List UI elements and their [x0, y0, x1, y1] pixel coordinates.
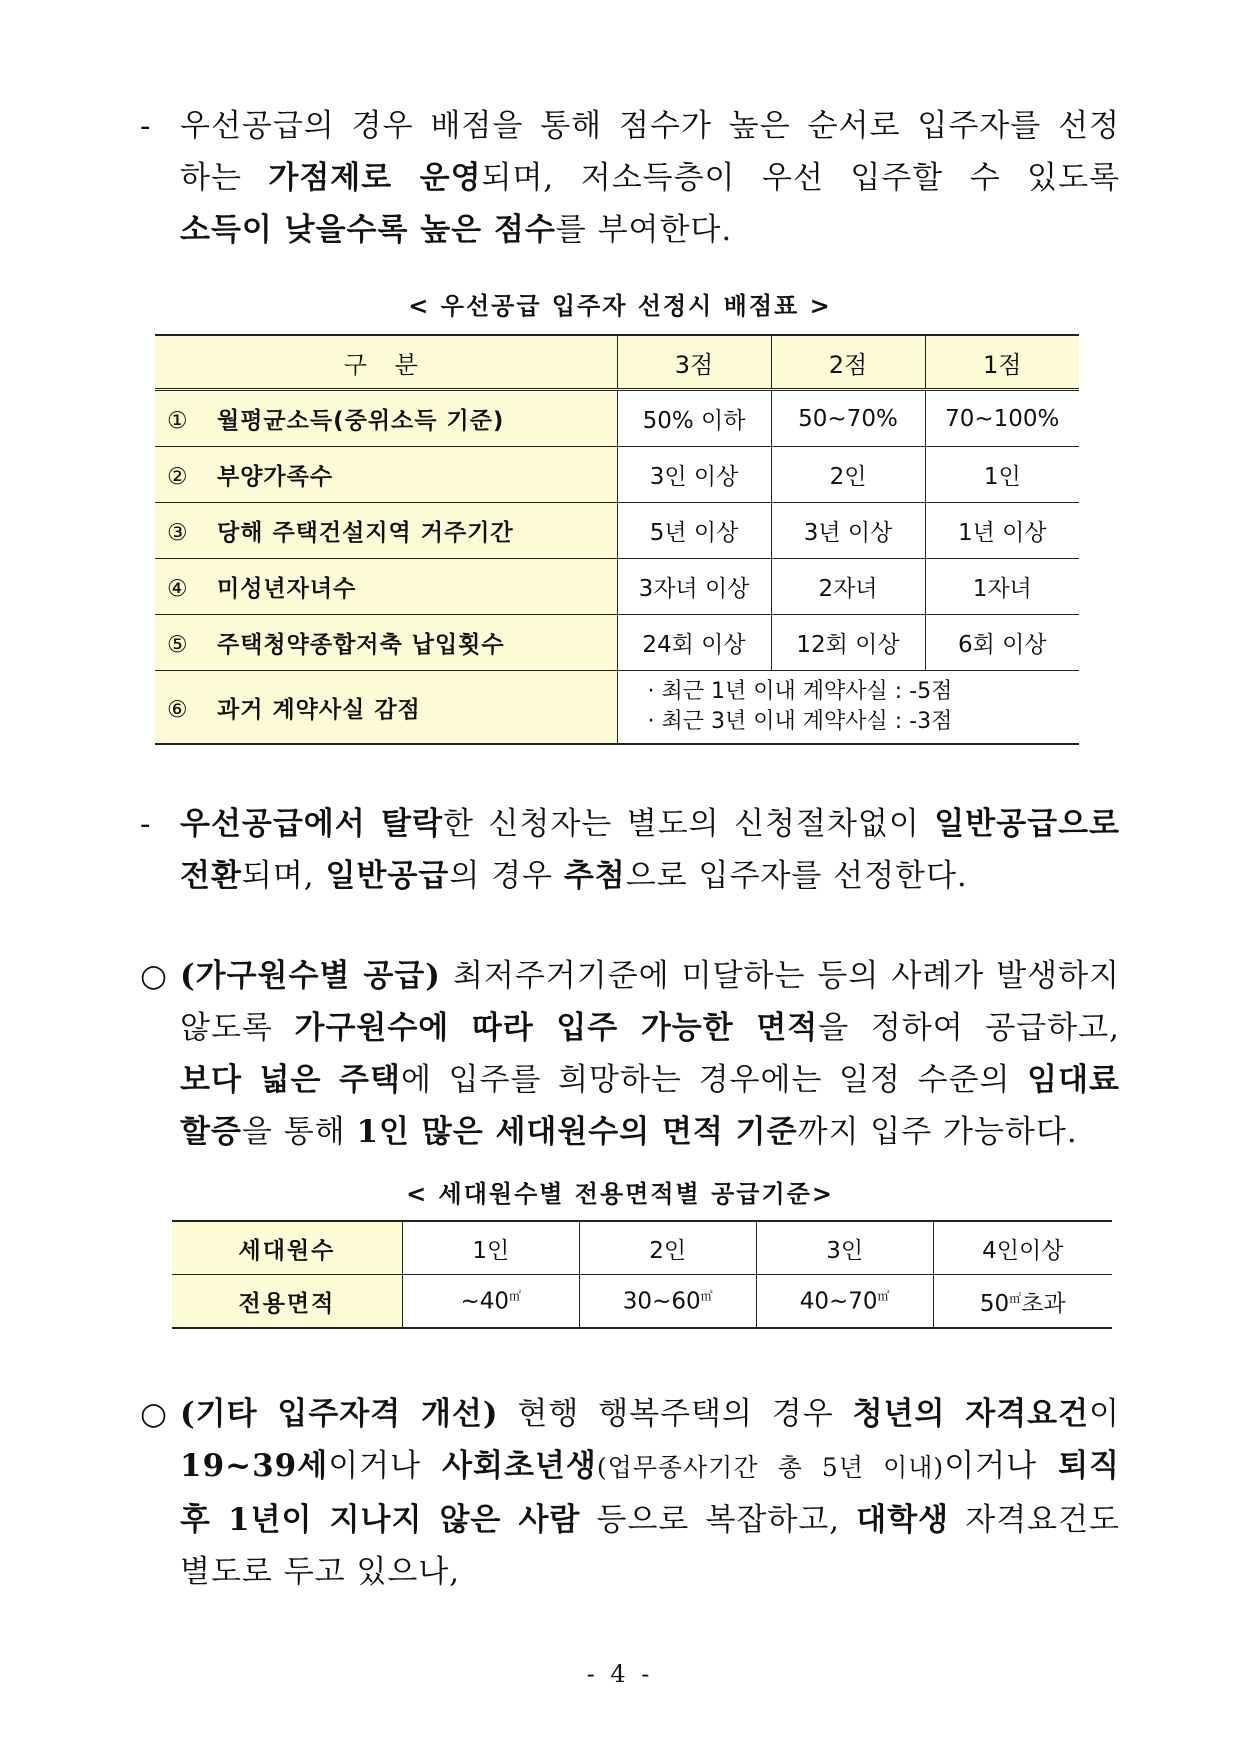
- header-1pt: 1점: [925, 335, 1079, 390]
- table1-caption: < 우선공급 입주자 선정시 배점표 >: [408, 292, 832, 320]
- score-3-cell: 50% 이하: [617, 390, 771, 447]
- criterion-cell: ④ 미성년자녀수: [155, 559, 617, 615]
- deduction-note-cell: [617, 671, 1079, 745]
- row-header-household: 세대원수: [172, 1221, 402, 1275]
- text-line: 19~39세이거나 사회초년생(업무종사기간 총 5년 이내)이거나 퇴직: [180, 1448, 1120, 1484]
- score-3-cell: 24회 이상: [617, 615, 771, 671]
- household-cell: 2인: [579, 1221, 756, 1275]
- area-cell: ~40㎡: [402, 1275, 579, 1329]
- table-row: [155, 671, 1079, 745]
- score-1-cell: 70~100%: [925, 390, 1079, 447]
- row-header-area: 전용면적: [172, 1275, 402, 1329]
- household-cell: 3인: [756, 1221, 933, 1275]
- table-row: [155, 503, 1079, 559]
- text-line: (기타 입주자격 개선) 현행 행복주택의 경우 청년의 자격요건이: [180, 1396, 1120, 1432]
- text-line: 별도로 두고 있으나,: [180, 1554, 461, 1590]
- score-3-cell: 3인 이상: [617, 447, 771, 503]
- score-2-cell: 2인: [771, 447, 925, 503]
- paragraph-eligibility: [140, 1388, 1120, 1598]
- score-2-cell: 50~70%: [771, 390, 925, 447]
- text-line: 하는 가점제로 운영되며, 저소득층이 우선 입주할 수 있도록: [180, 160, 1121, 196]
- circle-marker: ○: [140, 1396, 169, 1432]
- score-2-cell: 3년 이상: [771, 503, 925, 559]
- dash-marker: -: [140, 108, 152, 144]
- text-line: (가구원수별 공급) 최저주거기준에 미달하는 등의 사례가 발생하지: [180, 958, 1120, 994]
- household-cell: 4인이상: [933, 1221, 1112, 1275]
- criterion-cell: ① 월평균소득(중위소득 기준): [155, 390, 617, 447]
- criterion-cell: ⑤ 주택청약종합저축 납입횟수: [155, 615, 617, 671]
- paragraph-household-supply: [140, 950, 1120, 1158]
- criterion-cell: ② 부양가족수: [155, 447, 617, 503]
- paragraph-priority-supply: [140, 100, 1120, 256]
- paragraph-general-supply: [140, 798, 1120, 902]
- circle-marker: ○: [140, 958, 169, 994]
- text-line: 우선공급에서 탈락한 신청자는 별도의 신청절차없이 일반공급으로: [180, 806, 1120, 842]
- score-1-cell: 1인: [925, 447, 1079, 503]
- area-table: [172, 1220, 1112, 1329]
- header-3pt: 3점: [617, 335, 771, 390]
- score-1-cell: 1자녀: [925, 559, 1079, 615]
- dash-marker: -: [140, 806, 152, 842]
- page-number: - 4 -: [586, 1660, 654, 1688]
- score-3-cell: 5년 이상: [617, 503, 771, 559]
- header-2pt: 2점: [771, 335, 925, 390]
- household-cell: 1인: [402, 1221, 579, 1275]
- header-category: 구 분: [155, 335, 617, 390]
- text-line: 보다 넓은 주택에 입주를 희망하는 경우에는 일정 수준의 임대료: [180, 1062, 1120, 1098]
- score-2-cell: 2자녀: [771, 559, 925, 615]
- table-row: [155, 559, 1079, 615]
- table-row: [155, 390, 1079, 447]
- area-cell: 40~70㎡: [756, 1275, 933, 1329]
- area-cell: 30~60㎡: [579, 1275, 756, 1329]
- score-1-cell: 1년 이상: [925, 503, 1079, 559]
- table2-caption: < 세대원수별 전용면적별 공급기준>: [406, 1180, 834, 1208]
- deduction-note-2: · 최근 3년 이내 계약사실 : -3점: [647, 709, 953, 734]
- text-line: 후 1년이 지나지 않은 사람 등으로 복잡하고, 대학생 자격요건도: [180, 1502, 1120, 1538]
- area-cell: 50㎡초과: [933, 1275, 1112, 1329]
- score-2-cell: 12회 이상: [771, 615, 925, 671]
- text-line: 우선공급의 경우 배점을 통해 점수가 높은 순서로 입주자를 선정: [180, 108, 1120, 144]
- criterion-cell: ③ 당해 주택건설지역 거주기간: [155, 503, 617, 559]
- score-3-cell: 3자녀 이상: [617, 559, 771, 615]
- text-line: 않도록 가구원수에 따라 입주 가능한 면적을 정하여 공급하고,: [180, 1010, 1120, 1046]
- table-header-row: [155, 335, 1079, 390]
- table-row: [172, 1221, 1112, 1275]
- table-row: [155, 447, 1079, 503]
- criterion-cell: ⑥ 과거 계약사실 감점: [155, 671, 617, 745]
- text-line: 할증을 통해 1인 많은 세대원수의 면적 기준까지 입주 가능하다.: [180, 1114, 1078, 1150]
- table-row: [172, 1275, 1112, 1329]
- text-line: 전환되며, 일반공급의 경우 추첨으로 입주자를 선정한다.: [180, 858, 968, 894]
- deduction-note-1: · 최근 1년 이내 계약사실 : -5점: [647, 679, 953, 704]
- text-line: 소득이 낮을수록 높은 점수를 부여한다.: [180, 212, 733, 248]
- table-row: [155, 615, 1079, 671]
- scoring-table: [155, 334, 1079, 745]
- score-1-cell: 6회 이상: [925, 615, 1079, 671]
